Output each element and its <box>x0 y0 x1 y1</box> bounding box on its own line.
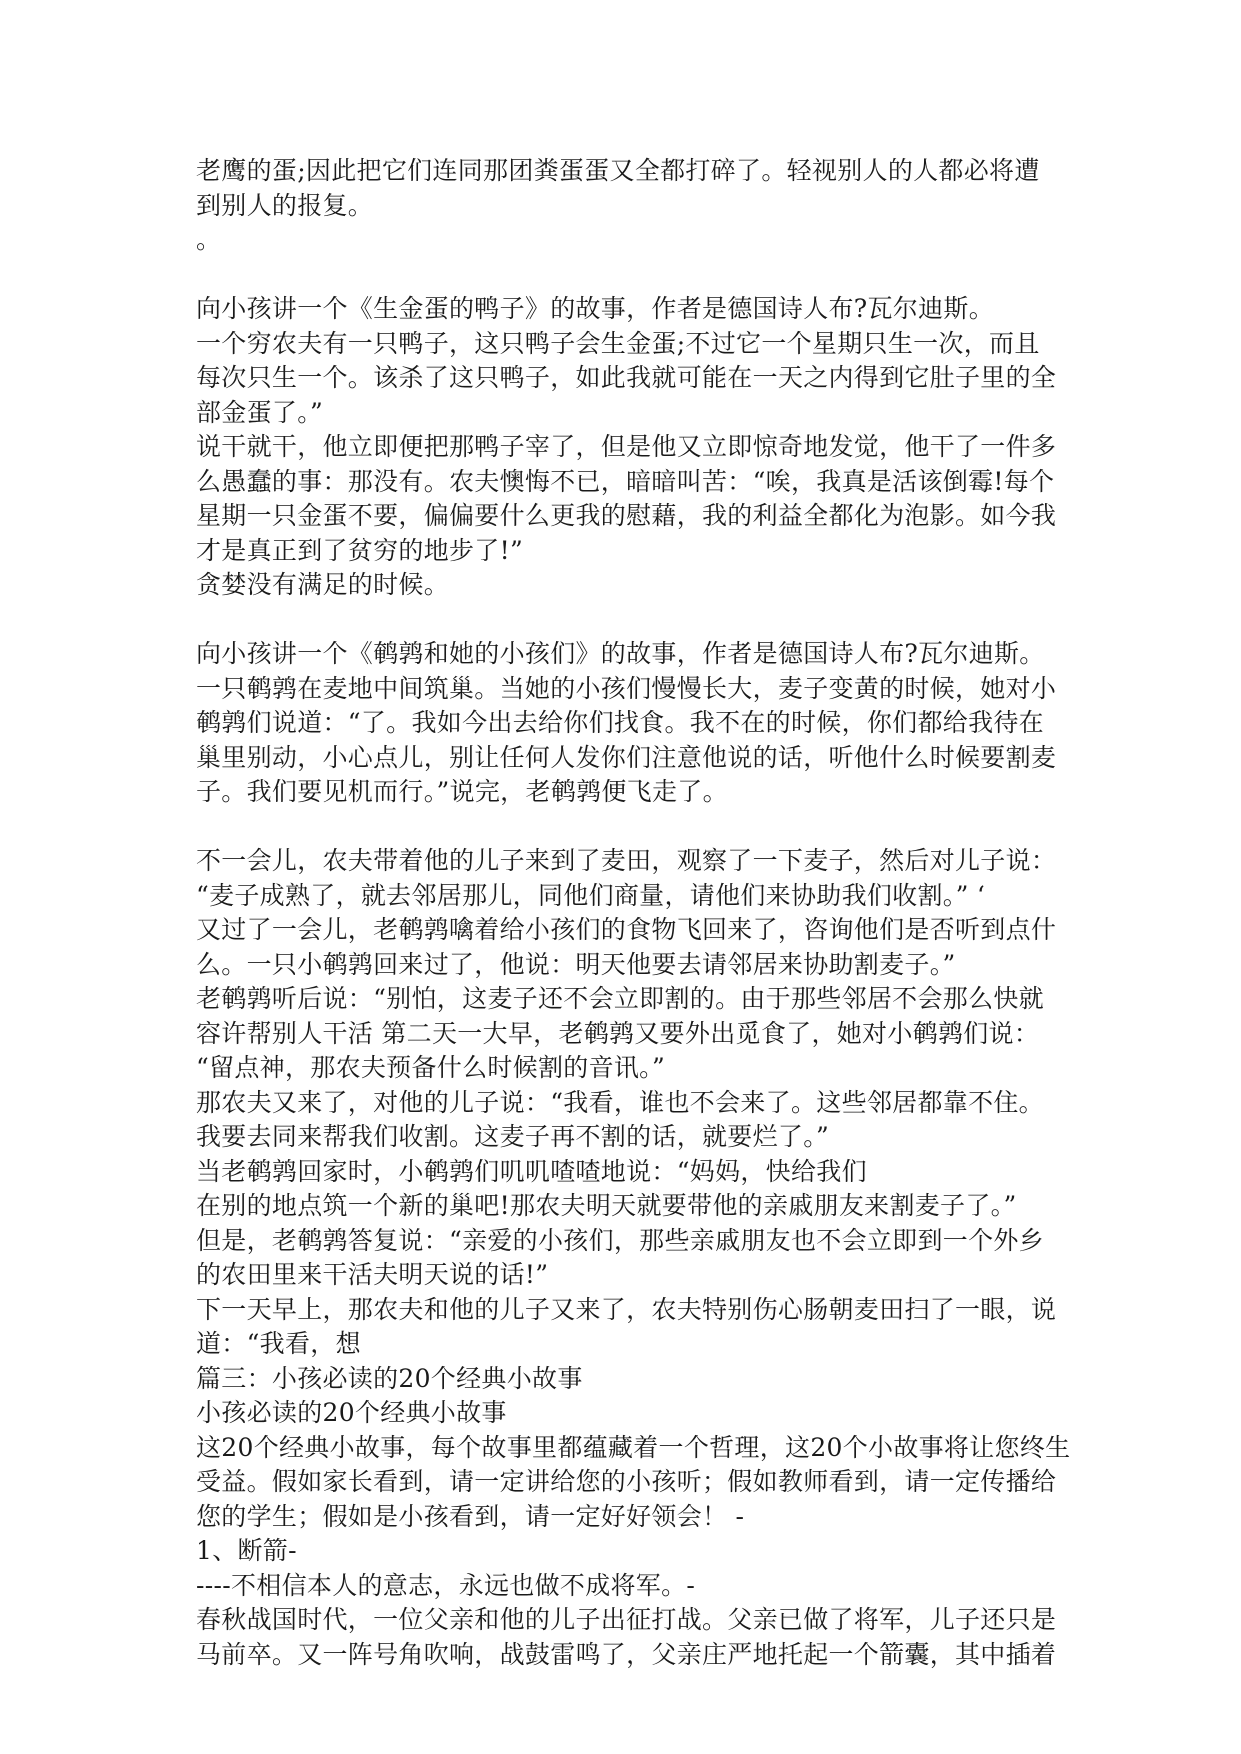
text-line: 才是真正到了贫穷的地步了!” <box>196 535 524 565</box>
text-line: 的农田里来干活夫明天说的话!” <box>196 1260 549 1289</box>
text-line: 老鹌鹑听后说：“别怕，这麦子还不会立即割的。由于那些邻居不会那么快就 <box>196 984 1044 1013</box>
text-line: 下一天早上，那农夫和他的儿子又来了，农夫特别伤心肠朝麦田扫了一眼，说 <box>196 1294 1057 1324</box>
text-line: 当老鹌鹑回家时，小鹌鹑们叽叽喳喳地说：“妈妈，快给我们 <box>196 1156 867 1186</box>
text-line: “麦子成熟了，就去邻居那儿，同他们商量，请他们来协助我们收割。” ‘ <box>196 880 986 910</box>
text-line: 部金蛋了。” <box>196 397 324 427</box>
blank-line <box>196 258 1056 293</box>
text-line: 子。我们要见机而行。”说完，老鹌鹑便飞走了。 <box>196 777 728 806</box>
text-line: 么愚蠢的事：那没有。农夫懊悔不已，暗暗叫苦：“唉，我真是活该倒霉!每个 <box>196 466 1055 496</box>
blank-line <box>196 603 1056 638</box>
text-line: 星期一只金蛋不要，偏偏要什么更我的慰藉，我的利益全都化为泡影。如今我 <box>196 501 1057 530</box>
text-line: 么。一只小鹌鹑回来过了，他说：明天他要去请邻居来协助割麦子。” <box>196 949 956 979</box>
text-line: 篇三：小孩必读的20个经典小故事 <box>196 1363 583 1393</box>
blank-line <box>196 810 1056 845</box>
text-line: 小孩必读的20个经典小故事 <box>196 1398 507 1427</box>
text-line: 但是，老鹌鹑答复说：“亲爱的小孩们，那些亲戚朋友也不会立即到一个外乡 <box>196 1225 1044 1255</box>
text-line: 又过了一会儿，老鹌鹑噙着给小孩们的食物飞回来了，咨询他们是否听到点什 <box>196 915 1057 944</box>
text-line: 老鹰的蛋;因此把它们连同那团粪蛋蛋又全都打碎了。轻视别人的人都必将遭 <box>196 156 1040 185</box>
text-line: 道：“我看，想 <box>196 1329 361 1358</box>
text-line: ----不相信本人的意志，永远也做不成将军。- <box>196 1570 696 1600</box>
text-line: 我要去同来帮我们收割。这麦子再不割的话，就要烂了。” <box>196 1122 830 1151</box>
text-line: 说干就干，他立即便把那鸭子宰了，但是他又立即惊奇地发觉，他干了一件多 <box>196 432 1057 461</box>
text-line: 向小孩讲一个《生金蛋的鸭子》的故事，作者是德国诗人布?瓦尔迪斯。 <box>196 294 995 323</box>
text-line: 那农夫又来了，对他的儿子说：“我看，谁也不会来了。这些邻居都靠不住。 <box>196 1087 1044 1117</box>
text-line: 您的学生；假如是小孩看到，请一定好好领会！ - <box>196 1501 745 1531</box>
text-line: 受益。假如家长看到，请一定讲给您的小孩听；假如教师看到，请一定传播给 <box>196 1467 1057 1496</box>
text-line: 鹌鹑们说道：“了。我如今出去给你们找食。我不在的时候，你们都给我待在 <box>196 708 1044 737</box>
text-line: 这20个经典小故事，每个故事里都蕴藏着一个哲理，这20个小故事将让您终生 <box>196 1432 1071 1462</box>
text-line: 容许帮别人干活 第二天一大早，老鹌鹑又要外出觅食了，她对小鹌鹑们说： <box>196 1018 1040 1048</box>
text-line: 向小孩讲一个《鹌鹑和她的小孩们》的故事，作者是德国诗人布?瓦尔迪斯。 <box>196 639 1045 668</box>
text-line: 在别的地点筑一个新的巢吧!那农夫明天就要带他的亲戚朋友来割麦子了。” <box>196 1191 1017 1220</box>
text-line: 一个穷农夫有一只鸭子，这只鸭子会生金蛋;不过它一个星期只生一次，而且 <box>196 328 1040 358</box>
text-line: 马前卒。又一阵号角吹响，战鼓雷鸣了，父亲庄严地托起一个箭囊，其中插着 <box>196 1639 1057 1669</box>
text-line: 春秋战国时代，一位父亲和他的儿子出征打战。父亲已做了将军，儿子还只是 <box>196 1605 1057 1634</box>
text-line: 贪婪没有满足的时候。 <box>196 570 450 599</box>
text-line: 不一会儿，农夫带着他的儿子来到了麦田，观察了一下麦子，然后对儿子说： <box>196 846 1057 875</box>
text-line: 1、断箭- <box>196 1536 297 1565</box>
text-line: 。 <box>196 225 222 254</box>
text-line: 巢里别动，小心点儿，别让任何人发你们注意他说的话，听他什么时候要割麦 <box>196 742 1057 772</box>
text-line: “留点神，那农夫预备什么时候割的音讯。” <box>196 1053 666 1082</box>
text-line: 一只鹌鹑在麦地中间筑巢。当她的小孩们慢慢长大，麦子变黄的时候，她对小 <box>196 673 1057 703</box>
text-line: 到别人的报复。 <box>196 190 374 220</box>
document-body <box>196 154 1071 1672</box>
text-line: 每次只生一个。该杀了这只鸭子，如此我就可能在一天之内得到它肚子里的全 <box>196 363 1057 392</box>
